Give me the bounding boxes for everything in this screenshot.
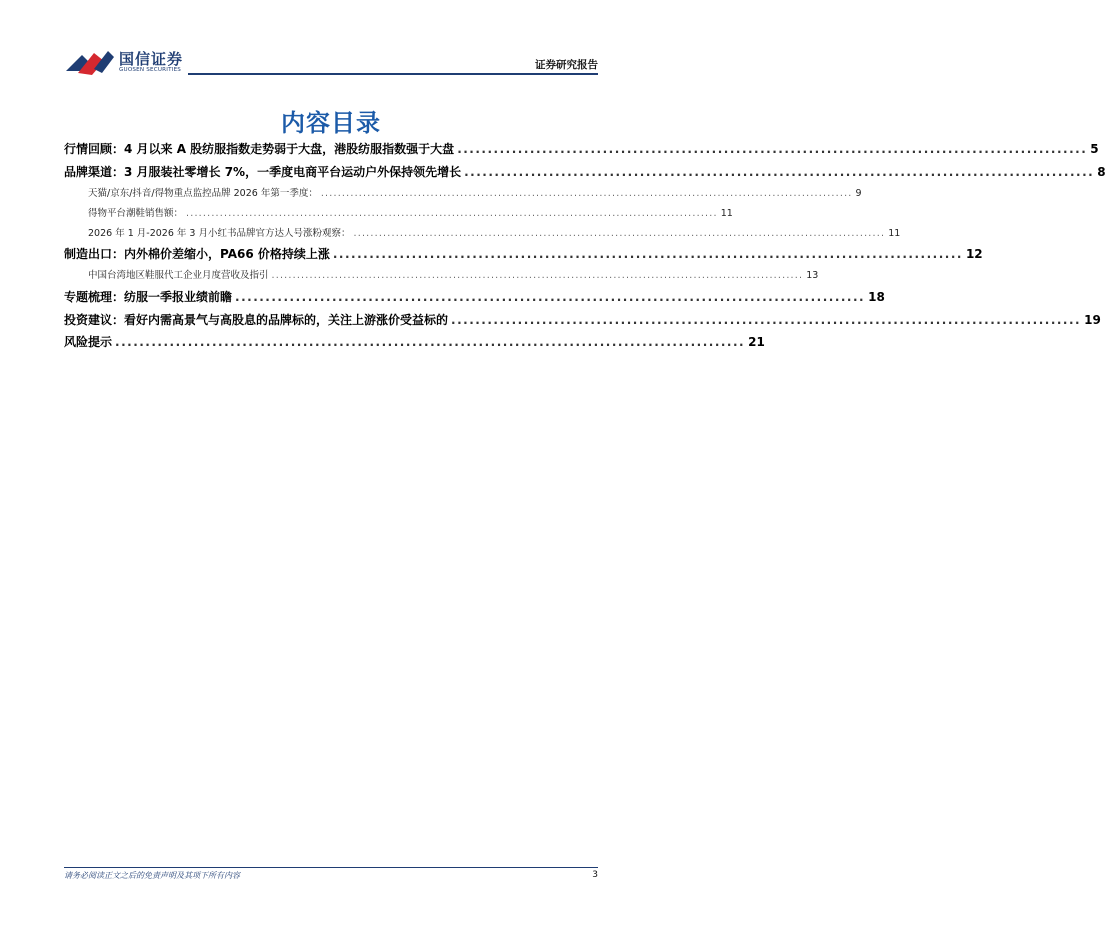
toc-entry-special-topic[interactable]	[64, 288, 885, 305]
toc-entry-market-review[interactable]	[64, 140, 1099, 157]
toc-entry-investment-advice[interactable]	[64, 311, 1101, 328]
page-number: 3	[592, 870, 598, 880]
page-header	[0, 0, 662, 80]
toc-entry-page: 11	[720, 208, 733, 219]
toc-entry-label: 中国台湾地区鞋服代工企业月度营收及指引	[88, 270, 269, 281]
toc-entry-label: 2026 年 1 月-2026 年 3 月小红书品牌官方达人号涨粉观察：	[88, 228, 351, 239]
guosen-logo	[64, 47, 184, 77]
toc-entry-page: 5	[1090, 142, 1099, 156]
toc-entry-label: 品牌渠道：3 月服装社零增长 7%，一季度电商平台运动户外保持领先增长	[64, 165, 462, 179]
toc-leader-dots: ........................................................................................................	[457, 142, 1088, 156]
toc-entry-page: 12	[965, 247, 983, 261]
toc-title: 内容目录	[281, 109, 381, 137]
toc-leader-dots: ..............................................................................................................................	[271, 270, 804, 281]
toc-leader-dots: ..............................................................................................................................	[353, 228, 886, 239]
toc-subentry-platform-brands[interactable]	[64, 185, 862, 199]
toc-entry-label: 风险提示	[64, 335, 113, 349]
toc-entry-page: 8	[1097, 165, 1106, 179]
toc-leader-dots: ........................................................................................................	[451, 313, 1082, 327]
toc-subentry-taiwan-oem-revenue[interactable]	[64, 267, 819, 281]
toc-entry-brand-channel[interactable]	[64, 163, 1106, 180]
toc-leader-dots: ........................................................................................................	[332, 247, 963, 261]
toc-entry-label: 制造出口：内外棉价差缩小，PA66 价格持续上涨	[64, 247, 330, 261]
toc-entry-label: 投资建议：看好内需高景气与高股息的品牌标的，关注上游涨价受益标的	[64, 313, 449, 327]
toc-entry-page: 21	[748, 335, 765, 349]
guosen-logo-icon	[64, 47, 116, 77]
toc-entry-manufacturing-export[interactable]	[64, 245, 983, 262]
footer-disclaimer: 请务必阅读正文之后的免责声明及其项下所有内容	[64, 871, 240, 880]
toc-entry-risk-warning[interactable]	[64, 333, 765, 350]
footer-divider	[64, 867, 598, 868]
toc-entry-label: 天猫/京东/抖音/得物重点监控品牌 2026 年第一季度：	[88, 188, 318, 199]
logo-chinese-name: 国信证券	[119, 50, 184, 68]
report-type-label: 证券研究报告	[535, 59, 598, 71]
header-divider	[188, 73, 598, 75]
toc-leader-dots: ........................................................................................................	[235, 290, 866, 304]
toc-entry-page: 13	[806, 270, 819, 281]
toc-entry-page: 19	[1084, 313, 1101, 327]
toc-entry-page: 18	[868, 290, 885, 304]
toc-entry-page: 11	[888, 228, 901, 239]
toc-subentry-dewu-sneakers[interactable]	[64, 205, 733, 219]
toc-entry-page: 9	[855, 188, 862, 199]
toc-leader-dots: ..............................................................................................................................	[320, 188, 853, 199]
logo-english-name: GUOSEN SECURITIES	[119, 67, 182, 73]
toc-leader-dots: ..............................................................................................................................	[186, 208, 718, 219]
toc-entry-label: 行情回顾：4 月以来 A 股纺服指数走势弱于大盘，港股纺服指数强于大盘	[64, 142, 455, 156]
toc-entry-label: 得物平台潮鞋销售额：	[88, 208, 184, 219]
toc-subentry-xiaohongshu-followers[interactable]	[64, 225, 901, 239]
toc-entry-label: 专题梳理：纺服一季报业绩前瞻	[64, 290, 233, 304]
toc-leader-dots: ........................................................................................................	[464, 165, 1095, 179]
toc-leader-dots: ........................................................................................................	[115, 335, 746, 349]
